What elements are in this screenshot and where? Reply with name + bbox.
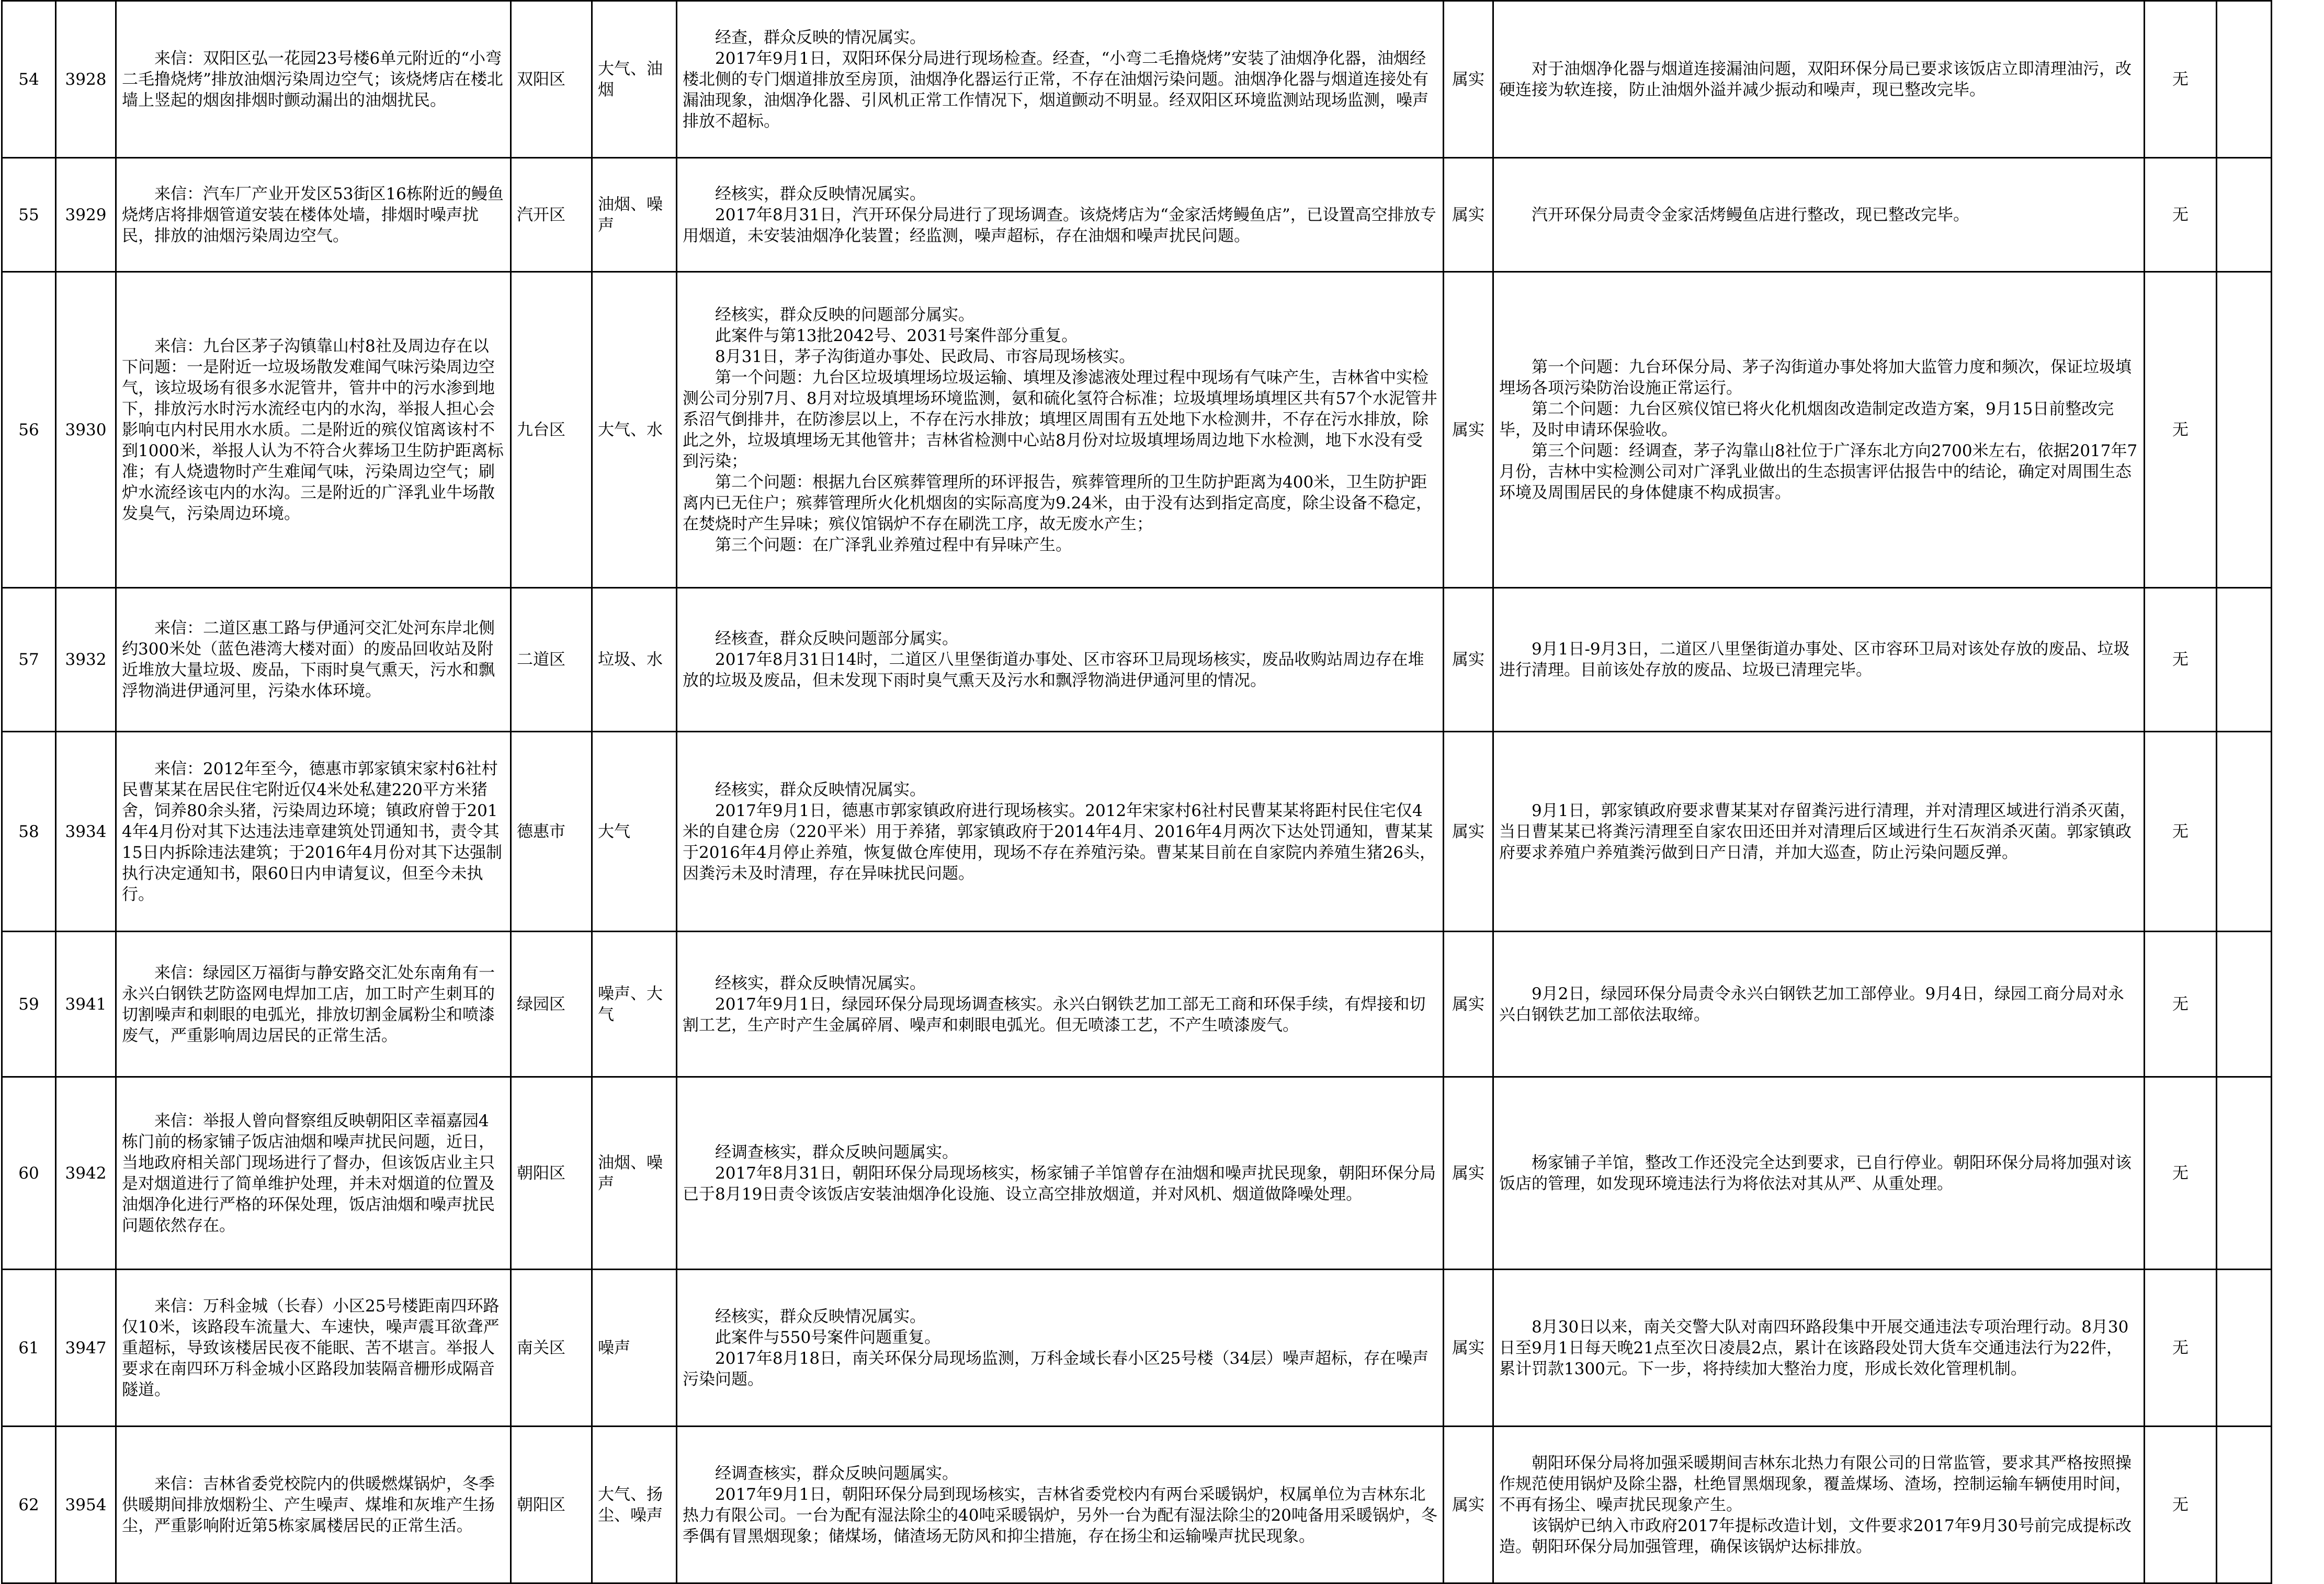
findings-paragraph: 经查，群众反映的情况属实。 xyxy=(715,28,926,47)
complaint-text: 来信：汽车厂产业开发区53街区16栋附近的鳗鱼烧烤店将排烟管道安装在楼体处墙，排烟时噪声扰民，排放的油烟污染周边空气。 xyxy=(122,184,504,245)
findings-cell xyxy=(677,1077,1444,1270)
remarks-cell xyxy=(2217,1,2272,158)
findings-paragraph: 2017年9月1日，双阳环保分局进行现场检查。经查，“小弯二毛撸烧烤”安装了油烟净化器，油烟经楼北侧的专门烟道排放至房顶，油烟净化器运行正常，不存在油烟污染问题。油烟净化器与烟道连接处有漏油现象，油烟净化器、引风机正常工作情况下，烟道颤动不明显。经双阳区环境监测站现场监测，噪声排放不超标。 xyxy=(683,49,1429,131)
findings-paragraph: 2017年9月1日，朝阳环保分局到现场核实，吉林省委党校内有两台采暖锅炉，权属单位为吉林东北热力有限公司。一台为配有湿法除尘的40吨采暖锅炉，另外一台为配有湿法除尘的20吨备用采暖锅炉，冬季偶有冒黑烟现象；储煤场，储渣场无防风和抑尘措施，存在扬尘和运输噪声扰民现象。 xyxy=(683,1485,1437,1546)
verdict-cell: 属实 xyxy=(1444,272,1493,588)
row-number-cell: 61 xyxy=(2,1270,56,1427)
table-row xyxy=(2,272,2272,588)
findings-cell xyxy=(677,1270,1444,1427)
verdict-cell: 属实 xyxy=(1444,1,1493,158)
complaint-cell xyxy=(116,588,511,732)
complaint-cell xyxy=(116,1427,511,1583)
complaint-text: 来信：吉林省委党校院内的供暖燃煤锅炉，冬季供暖期间排放烟粉尘、产生噪声、煤堆和灰堆产生扬尘，严重影响附近第5栋家属楼居民的正常生活。 xyxy=(122,1474,495,1535)
complaint-text: 来信：举报人曾向督察组反映朝阳区幸福嘉园4栋门前的杨家铺子饭店油烟和噪声扰民问题，近日，当地政府相关部门现场进行了督办，但该饭店业主只是对烟道进行了简单维护处理，并未对烟道的位置及油烟净化进行严格的环保处理，饭店油烟和噪声扰民问题依然存在。 xyxy=(122,1111,495,1235)
findings-paragraph: 此案件与第13批2042号、2031号案件部分重复。 xyxy=(715,326,1078,345)
district-cell: 德惠市 xyxy=(511,732,592,932)
row-number-cell: 58 xyxy=(2,732,56,932)
actions-cell xyxy=(1493,588,2145,732)
actions-paragraph: 第二个问题：九台区殡仪馆已将火化机烟囱改造制定改造方案，9月15日前整改完毕，及时申请环保验收。 xyxy=(1499,399,2114,439)
actions-paragraph: 9月1日，郭家镇政府要求曹某某对存留粪污进行清理，并对清理区域进行消杀灭菌，当日曹某某已将粪污清理至自家农田还田并对清理后区域进行生石灰消杀灭菌。郭家镇政府要求养殖户养殖粪污做到日产日清，并加大巡查，防止污染问题反弹。 xyxy=(1499,801,2136,862)
findings-paragraph: 2017年9月1日，德惠市郭家镇政府进行现场核实。2012年宋家村6社村民曹某某将距村民住宅仅4米的自建仓房（220平米）用于养猪，郭家镇政府于2014年4月、2016年4月两次下达处罚通知，曹某某于2016年4月停止养殖，恢复做仓库使用，现场不存在养殖污染。曹某某目前在自家院内养殖生猪26头，因粪污未及时清理，存在异味扰民问题。 xyxy=(683,801,1436,883)
case-id-cell: 3941 xyxy=(56,932,116,1077)
case-id-cell: 3932 xyxy=(56,588,116,732)
remarks-cell xyxy=(2217,1270,2272,1427)
accountability-cell: 无 xyxy=(2145,158,2217,272)
row-number-cell: 55 xyxy=(2,158,56,272)
remarks-cell xyxy=(2217,158,2272,272)
findings-paragraph: 经核查，群众反映问题部分属实。 xyxy=(715,629,958,648)
district-cell: 绿园区 xyxy=(511,932,592,1077)
complaint-cell xyxy=(116,732,511,932)
case-id-cell: 3929 xyxy=(56,158,116,272)
findings-paragraph: 第二个问题：根据九台区殡葬管理所的环评报告，殡葬管理所的卫生防护距离为400米，卫生防护距离内已无住户；殡葬管理所火化机烟囱的实际高度为9.24米，由于没有达到指定高度，除尘设备不稳定，在焚烧时产生异味；殡仪馆锅炉不存在刷洗工序，故无废水产生； xyxy=(683,472,1433,534)
case-id-cell: 3942 xyxy=(56,1077,116,1270)
actions-paragraph: 朝阳环保分局将加强采暖期间吉林东北热力有限公司的日常监管，要求其严格按照操作规范使用锅炉及除尘器，杜绝冒黑烟现象，覆盖煤场、渣场，控制运输车辆使用时间，不再有扬尘、噪声扰民现象产生。 xyxy=(1499,1453,2132,1514)
district-cell: 九台区 xyxy=(511,272,592,588)
actions-paragraph: 汽开环保分局责令金家活烤鳗鱼店进行整改，现已整改完毕。 xyxy=(1532,205,1969,224)
actions-cell xyxy=(1493,932,2145,1077)
accountability-cell: 无 xyxy=(2145,1,2217,158)
table-row xyxy=(2,932,2272,1077)
actions-paragraph: 8月30日以来，南关交警大队对南四环路段集中开展交通违法专项治理行动。8月30日至9月1日每天晚21点至次日凌晨2点，累计在该路段处罚大货车交通违法行为22件，累计罚款1300元。下一步，将持续加大整治力度，形成长效化管理机制。 xyxy=(1499,1317,2129,1378)
findings-paragraph: 2017年9月1日，绿园环保分局现场调查核实。永兴白钢铁艺加工部无工商和环保手续，有焊接和切割工艺，生产时产生金属碎屑、噪声和刺眼电弧光。但无喷漆工艺，不产生喷漆废气。 xyxy=(683,994,1426,1035)
actions-cell xyxy=(1493,272,2145,588)
actions-cell xyxy=(1493,1427,2145,1583)
actions-paragraph: 9月1日-9月3日，二道区八里堡街道办事处、区市容环卫局对该处存放的废品、垃圾进行清理。目前该处存放的废品、垃圾已清理完毕。 xyxy=(1499,640,2130,680)
accountability-cell: 无 xyxy=(2145,1270,2217,1427)
findings-cell xyxy=(677,158,1444,272)
district-cell: 朝阳区 xyxy=(511,1077,592,1270)
complaint-cell xyxy=(116,1270,511,1427)
verdict-cell: 属实 xyxy=(1444,1427,1493,1583)
actions-cell xyxy=(1493,1077,2145,1270)
complaint-text: 来信：九台区茅子沟镇靠山村8社及周边存在以下问题：一是附近一垃圾场散发难闻气味污染周边空气，该垃圾场有很多水泥管井，管井中的污水渗到地下，排放污水时污水流经屯内的水沟，举报人担心会影响屯内村民用水水质。二是附近的殡仪馆离该村不到1000米，举报人认为不符合火葬场卫生防护距离标准；有人烧遗物时产生难闻气味，污染周边空气；刷炉水流经该屯内的水沟。三是附近的广泽乳业牛场散发臭气，污染周边环境。 xyxy=(122,336,504,523)
complaint-text: 来信：二道区惠工路与伊通河交汇处河东岸北侧约300米处（蓝色港湾大楼对面）的废品回收站及附近堆放大量垃圾、废品，下雨时臭气熏天，污水和飘浮物淌进伊通河里，污染水体环境。 xyxy=(122,619,495,700)
findings-cell xyxy=(677,932,1444,1077)
remarks-cell xyxy=(2217,732,2272,932)
actions-cell xyxy=(1493,1,2145,158)
pollution-type-cell: 油烟、噪声 xyxy=(592,158,677,272)
complaint-text: 来信：2012年至今，德惠市郭家镇宋家村6社村民曹某某在居民住宅附近仅4米处私建220平方米猪舍，饲养80余头猪，污染周边环境；镇政府曾于2014年4月份对其下达违法违章建筑处罚通知书，责令其15日内拆除违法建筑；于2016年4月份对其下达强制执行决定通知书，限60日内申请复议，但至今未执行。 xyxy=(122,759,503,904)
pollution-type-cell: 大气 xyxy=(592,732,677,932)
accountability-cell: 无 xyxy=(2145,588,2217,732)
remarks-cell xyxy=(2217,1427,2272,1583)
findings-paragraph: 2017年8月18日，南关环保分局现场监测，万科金域长春小区25号楼（34层）噪声超标，存在噪声污染问题。 xyxy=(683,1349,1429,1389)
accountability-cell: 无 xyxy=(2145,932,2217,1077)
remarks-cell xyxy=(2217,588,2272,732)
row-number-cell: 57 xyxy=(2,588,56,732)
findings-paragraph: 经核实，群众反映情况属实。 xyxy=(715,974,926,993)
table-row xyxy=(2,1427,2272,1583)
verdict-cell: 属实 xyxy=(1444,732,1493,932)
table-row xyxy=(2,732,2272,932)
verdict-cell: 属实 xyxy=(1444,1077,1493,1270)
table-row xyxy=(2,158,2272,272)
table-row xyxy=(2,1,2272,158)
remarks-cell xyxy=(2217,1077,2272,1270)
district-cell: 朝阳区 xyxy=(511,1427,592,1583)
actions-cell xyxy=(1493,732,2145,932)
district-cell: 南关区 xyxy=(511,1270,592,1427)
row-number-cell: 59 xyxy=(2,932,56,1077)
actions-paragraph: 第三个问题：经调查，茅子沟靠山8社位于广泽东北方向2700米左右，依据2017年7月份，吉林中实检测公司对广泽乳业做出的生态损害评估报告中的结论，确定对周围生态环境及周围居民的身体健康不构成损害。 xyxy=(1499,441,2138,502)
findings-paragraph: 经核实，群众反映情况属实。 xyxy=(715,1307,926,1326)
case-id-cell: 3930 xyxy=(56,272,116,588)
findings-cell xyxy=(677,1,1444,158)
case-table xyxy=(1,0,2272,1584)
actions-paragraph: 9月2日，绿园环保分局责令永兴白钢铁艺加工部停业。9月4日，绿园工商分局对永兴白钢铁艺加工部依法取缔。 xyxy=(1499,984,2124,1024)
findings-paragraph: 经核实，群众反映的问题部分属实。 xyxy=(715,305,974,324)
complaint-text: 来信：双阳区弘一花园23号楼6单元附近的“小弯二毛撸烧烤”排放油烟污染周边空气；该烧烤店在楼北墙上竖起的烟囱排烟时颤动漏出的油烟扰民。 xyxy=(122,49,503,110)
complaint-cell xyxy=(116,158,511,272)
findings-paragraph: 第三个问题：在广泽乳业养殖过程中有异味产生。 xyxy=(715,535,1072,555)
pollution-type-cell: 大气、扬尘、噪声 xyxy=(592,1427,677,1583)
accountability-cell: 无 xyxy=(2145,1427,2217,1583)
findings-paragraph: 此案件与550号案件问题重复。 xyxy=(715,1328,941,1347)
case-id-cell: 3947 xyxy=(56,1270,116,1427)
accountability-cell: 无 xyxy=(2145,732,2217,932)
findings-paragraph: 2017年8月31日，朝阳环保分局现场核实，杨家铺子羊馆曾存在油烟和噪声扰民现象，朝阳环保分局已于8月19日责令该饭店安装油烟净化设施、设立高空排放烟道，并对风机、烟道做降噪处理。 xyxy=(683,1163,1436,1204)
district-cell: 二道区 xyxy=(511,588,592,732)
pollution-type-cell: 油烟、噪声 xyxy=(592,1077,677,1270)
findings-paragraph: 经核实，群众反映情况属实。 xyxy=(715,780,926,799)
row-number-cell: 54 xyxy=(2,1,56,158)
complaint-text: 来信：万科金城（长春）小区25号楼距南四环路仅10米，该路段车流量大、车速快，噪声震耳欲聋严重超标，导致该楼居民夜不能眠、苦不堪言。举报人要求在南四环万科金城小区路段加装隔音栅形成隔音隧道。 xyxy=(122,1296,500,1399)
remarks-cell xyxy=(2217,932,2272,1077)
findings-paragraph: 经核实，群众反映情况属实。 xyxy=(715,184,926,203)
case-id-cell: 3954 xyxy=(56,1427,116,1583)
pollution-type-cell: 大气、油烟 xyxy=(592,1,677,158)
accountability-cell: 无 xyxy=(2145,272,2217,588)
district-cell: 双阳区 xyxy=(511,1,592,158)
complaint-cell xyxy=(116,272,511,588)
complaint-cell xyxy=(116,1,511,158)
pollution-type-cell: 噪声 xyxy=(592,1270,677,1427)
case-id-cell: 3934 xyxy=(56,732,116,932)
table-row xyxy=(2,588,2272,732)
findings-paragraph: 经调查核实，群众反映问题属实。 xyxy=(715,1142,958,1162)
row-number-cell: 60 xyxy=(2,1077,56,1270)
complaint-text: 来信：绿园区万福街与静安路交汇处东南角有一永兴白钢铁艺防盗网电焊加工店，加工时产生刺耳的切割噪声和刺眼的电弧光，排放切割金属粉尘和喷漆废气，严重影响周边居民的正常生活。 xyxy=(122,963,495,1045)
case-id-cell: 3928 xyxy=(56,1,116,158)
pollution-type-cell: 大气、水 xyxy=(592,272,677,588)
findings-paragraph: 8月31日，茅子沟街道办事处、民政局、市容局现场核实。 xyxy=(715,347,1136,366)
complaint-cell xyxy=(116,932,511,1077)
findings-paragraph: 经调查核实，群众反映问题属实。 xyxy=(715,1464,958,1483)
findings-cell xyxy=(677,588,1444,732)
actions-paragraph: 第一个问题：九台环保分局、茅子沟街道办事处将加大监管力度和频次，保证垃圾填埋场各项污染防治设施正常运行。 xyxy=(1499,357,2132,398)
case-table-body xyxy=(2,1,2272,1583)
row-number-cell: 62 xyxy=(2,1427,56,1583)
complaint-cell xyxy=(116,1077,511,1270)
findings-paragraph: 第一个问题：九台区垃圾填埋场垃圾运输、填埋及渗滤液处理过程中现场有气味产生，吉林省中实检测公司分别7月、8月对垃圾填埋场环境监测，氨和硫化氢符合标准；垃圾填埋场填埋区共有57个水泥管井系沼气倒排井，在防渗层以上，不存在污水排放；填埋区周围有五处地下水检测井，不存在污水排放，除此之外，垃圾填埋场无其他管井；吉林省检测中心站8月份对垃圾填埋场周边地下水检测，地下水没有受到污染； xyxy=(683,368,1437,471)
findings-cell xyxy=(677,272,1444,588)
actions-paragraph: 对于油烟净化器与烟道连接漏油问题，双阳环保分局已要求该饭店立即清理油污，改硬连接为软连接，防止油烟外溢并减少振动和噪声，现已整改完毕。 xyxy=(1499,59,2132,99)
table-row xyxy=(2,1077,2272,1270)
actions-cell xyxy=(1493,1270,2145,1427)
findings-paragraph: 2017年8月31日，汽开环保分局进行了现场调查。该烧烤店为“金家活烤鳗鱼店”，已设置高空排放专用烟道，未安装油烟净化装置；经监测，噪声超标，存在油烟和噪声扰民问题。 xyxy=(683,205,1436,245)
remarks-cell xyxy=(2217,272,2272,588)
actions-paragraph: 杨家铺子羊馆，整改工作还没完全达到要求，已自行停业。朝阳环保分局将加强对该饭店的管理，如发现环境违法行为将依法对其从严、从重处理。 xyxy=(1499,1153,2132,1193)
accountability-cell: 无 xyxy=(2145,1077,2217,1270)
district-cell: 汽开区 xyxy=(511,158,592,272)
row-number-cell: 56 xyxy=(2,272,56,588)
verdict-cell: 属实 xyxy=(1444,588,1493,732)
actions-paragraph: 该锅炉已纳入市政府2017年提标改造计划，文件要求2017年9月30号前完成提标改造。朝阳环保分局加强管理，确保该锅炉达标排放。 xyxy=(1499,1516,2132,1556)
findings-cell xyxy=(677,1427,1444,1583)
verdict-cell: 属实 xyxy=(1444,1270,1493,1427)
verdict-cell: 属实 xyxy=(1444,932,1493,1077)
pollution-type-cell: 垃圾、水 xyxy=(592,588,677,732)
findings-cell xyxy=(677,732,1444,932)
table-row xyxy=(2,1270,2272,1427)
pollution-type-cell: 噪声、大气 xyxy=(592,932,677,1077)
findings-paragraph: 2017年8月31日14时，二道区八里堡街道办事处、区市容环卫局现场核实，废品收购站周边存在堆放的垃圾及废品，但未发现下雨时臭气熏天及污水和飘浮物淌进伊通河里的情况。 xyxy=(683,650,1424,690)
actions-cell xyxy=(1493,158,2145,272)
verdict-cell: 属实 xyxy=(1444,158,1493,272)
